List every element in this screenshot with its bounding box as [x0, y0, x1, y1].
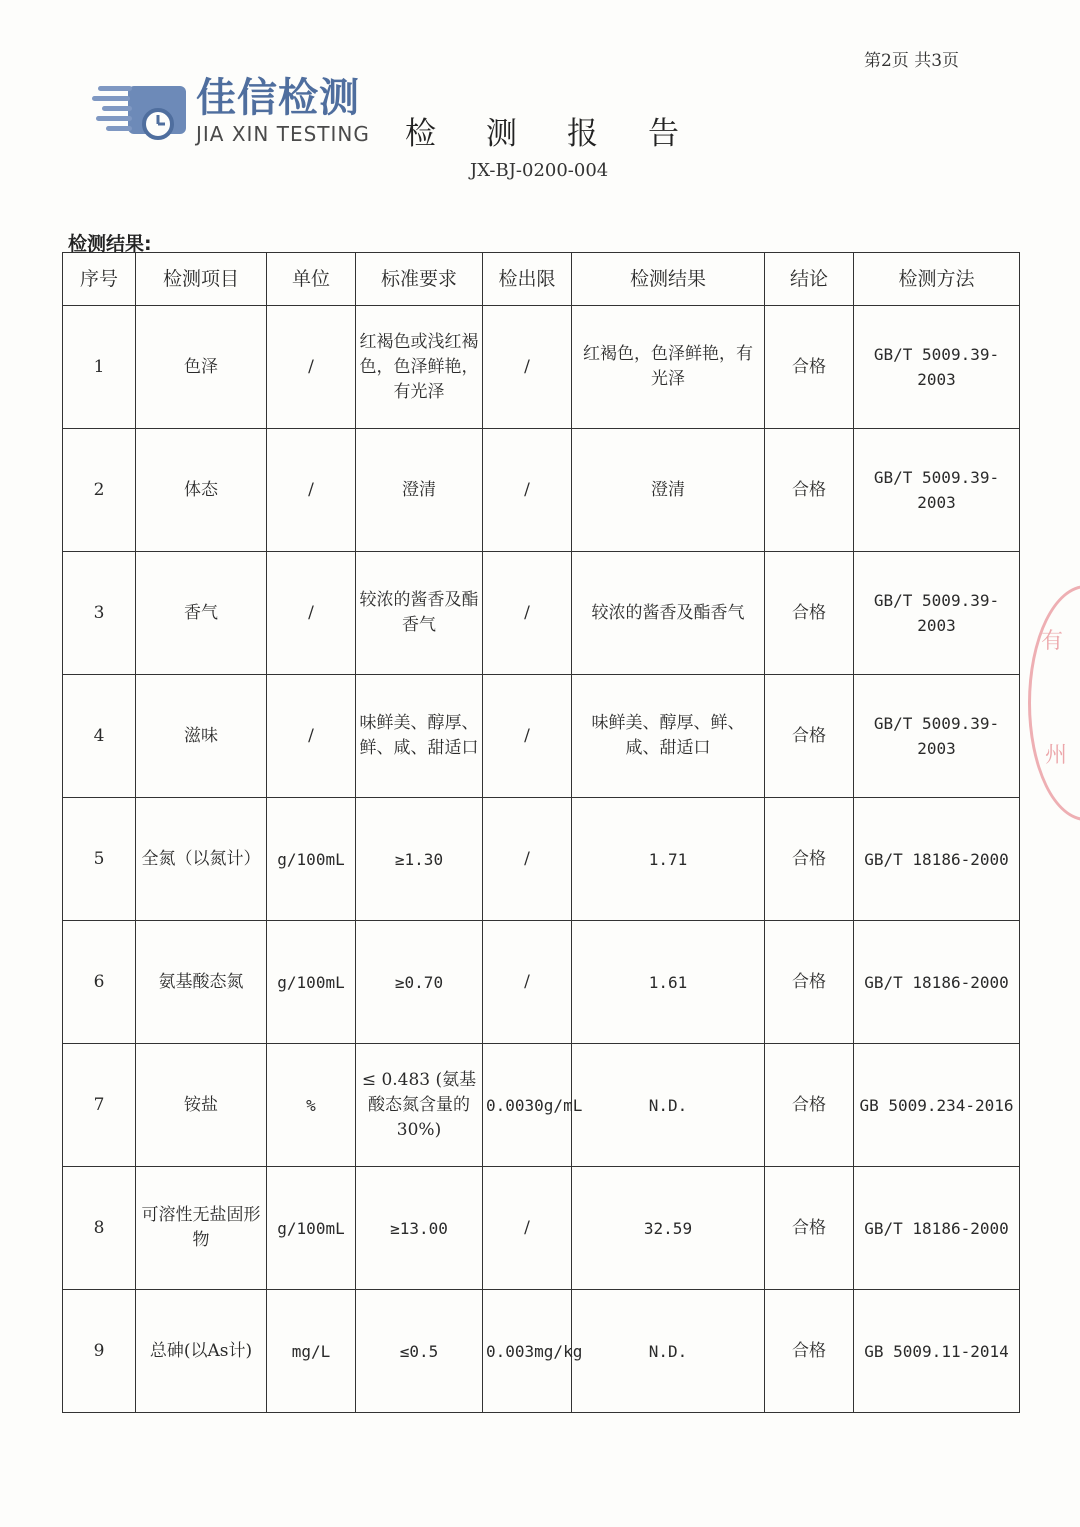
header-no: 序号 — [63, 253, 136, 306]
cell-conclusion: 合格 — [765, 1167, 854, 1290]
header-limit: 检出限 — [483, 253, 572, 306]
official-seal-stamp — [1028, 585, 1080, 821]
table-row — [63, 1290, 1020, 1413]
cell-result: 红褐色，色泽鲜艳，有光泽 — [572, 306, 765, 429]
table-row — [63, 552, 1020, 675]
header-result: 检测结果 — [572, 253, 765, 306]
cell-limit: / — [483, 306, 572, 429]
table-row — [63, 429, 1020, 552]
cell-limit: / — [483, 798, 572, 921]
header-standard: 标准要求 — [356, 253, 483, 306]
cell-item: 体态 — [136, 429, 267, 552]
cell-no: 4 — [63, 675, 136, 798]
cell-standard: ≥0.70 — [356, 921, 483, 1044]
cell-standard: ≤ 0.483 (氨基酸态氮含量的30%) — [356, 1044, 483, 1167]
cell-item: 色泽 — [136, 306, 267, 429]
cell-unit: mg/L — [267, 1290, 356, 1413]
cell-conclusion: 合格 — [765, 429, 854, 552]
cell-limit: / — [483, 552, 572, 675]
cell-item: 总砷(以As计) — [136, 1290, 267, 1413]
cell-item: 滋味 — [136, 675, 267, 798]
cell-conclusion: 合格 — [765, 1290, 854, 1413]
cell-unit: g/100mL — [267, 798, 356, 921]
table-row — [63, 921, 1020, 1044]
page-number: 第2页 共3页 — [864, 51, 960, 71]
cell-unit: % — [267, 1044, 356, 1167]
cell-method: GB 5009.11-2014 — [854, 1290, 1020, 1413]
cell-conclusion: 合格 — [765, 921, 854, 1044]
cell-method: GB/T 5009.39-2003 — [854, 675, 1020, 798]
cell-no: 3 — [63, 552, 136, 675]
cell-conclusion: 合格 — [765, 798, 854, 921]
cell-no: 2 — [63, 429, 136, 552]
cell-limit: / — [483, 921, 572, 1044]
cell-conclusion: 合格 — [765, 306, 854, 429]
report-code: JX-BJ-0200-004 — [470, 160, 609, 181]
cell-unit: g/100mL — [267, 921, 356, 1044]
cell-method: GB/T 18186-2000 — [854, 1167, 1020, 1290]
cell-limit: 0.003mg/kg — [483, 1290, 572, 1413]
cell-no: 7 — [63, 1044, 136, 1167]
stamp-text-bottom: 州 — [1045, 743, 1068, 768]
cell-item: 可溶性无盐固形物 — [136, 1167, 267, 1290]
cell-unit: / — [267, 552, 356, 675]
cell-no: 1 — [63, 306, 136, 429]
cell-no: 5 — [63, 798, 136, 921]
cell-unit: / — [267, 675, 356, 798]
cell-standard: ≥13.00 — [356, 1167, 483, 1290]
cell-limit: / — [483, 429, 572, 552]
table-row — [63, 1044, 1020, 1167]
header-conclusion: 结论 — [765, 253, 854, 306]
cell-method: GB/T 5009.39-2003 — [854, 429, 1020, 552]
table-row — [63, 675, 1020, 798]
logo-chinese-name: 佳信检测 — [196, 75, 360, 121]
cell-result: 32.59 — [572, 1167, 765, 1290]
cell-result: 澄清 — [572, 429, 765, 552]
cell-standard: 较浓的酱香及酯香气 — [356, 552, 483, 675]
cell-result: 1.71 — [572, 798, 765, 921]
cell-result: 味鲜美、醇厚、鲜、咸、甜适口 — [572, 675, 765, 798]
cell-unit: g/100mL — [267, 1167, 356, 1290]
cell-standard: 澄清 — [356, 429, 483, 552]
section-label: 检测结果: — [68, 233, 152, 255]
cell-conclusion: 合格 — [765, 675, 854, 798]
header-method: 检测方法 — [854, 253, 1020, 306]
cell-result: N.D. — [572, 1044, 765, 1167]
logo-english-name: JIA XIN TESTING — [196, 122, 370, 146]
cell-standard: 红褐色或浅红褐色，色泽鲜艳，有光泽 — [356, 306, 483, 429]
cell-unit: / — [267, 429, 356, 552]
cell-method: GB/T 18186-2000 — [854, 921, 1020, 1044]
cell-method: GB/T 18186-2000 — [854, 798, 1020, 921]
cell-conclusion: 合格 — [765, 552, 854, 675]
logo-mark-icon — [92, 72, 192, 154]
cell-limit: 0.0030g/mL — [483, 1044, 572, 1167]
company-logo — [92, 72, 392, 154]
header-unit: 单位 — [267, 253, 356, 306]
table-row — [63, 306, 1020, 429]
results-table — [62, 252, 1020, 1413]
cell-limit: / — [483, 675, 572, 798]
cell-no: 8 — [63, 1167, 136, 1290]
cell-method: GB/T 5009.39-2003 — [854, 552, 1020, 675]
stamp-text-top: 有 — [1041, 629, 1064, 654]
report-title: 检测报告 — [405, 116, 729, 152]
cell-unit: / — [267, 306, 356, 429]
cell-standard: ≥1.30 — [356, 798, 483, 921]
cell-no: 6 — [63, 921, 136, 1044]
cell-item: 铵盐 — [136, 1044, 267, 1167]
cell-method: GB 5009.234-2016 — [854, 1044, 1020, 1167]
cell-standard: ≤0.5 — [356, 1290, 483, 1413]
header-item: 检测项目 — [136, 253, 267, 306]
cell-item: 香气 — [136, 552, 267, 675]
cell-standard: 味鲜美、醇厚、鲜、咸、甜适口 — [356, 675, 483, 798]
cell-result: N.D. — [572, 1290, 765, 1413]
table-row — [63, 1167, 1020, 1290]
cell-limit: / — [483, 1167, 572, 1290]
cell-result: 1.61 — [572, 921, 765, 1044]
cell-item: 全氮（以氮计） — [136, 798, 267, 921]
cell-result: 较浓的酱香及酯香气 — [572, 552, 765, 675]
table-row — [63, 798, 1020, 921]
cell-item: 氨基酸态氮 — [136, 921, 267, 1044]
table-header-row — [63, 253, 1020, 306]
cell-no: 9 — [63, 1290, 136, 1413]
cell-method: GB/T 5009.39-2003 — [854, 306, 1020, 429]
cell-conclusion: 合格 — [765, 1044, 854, 1167]
